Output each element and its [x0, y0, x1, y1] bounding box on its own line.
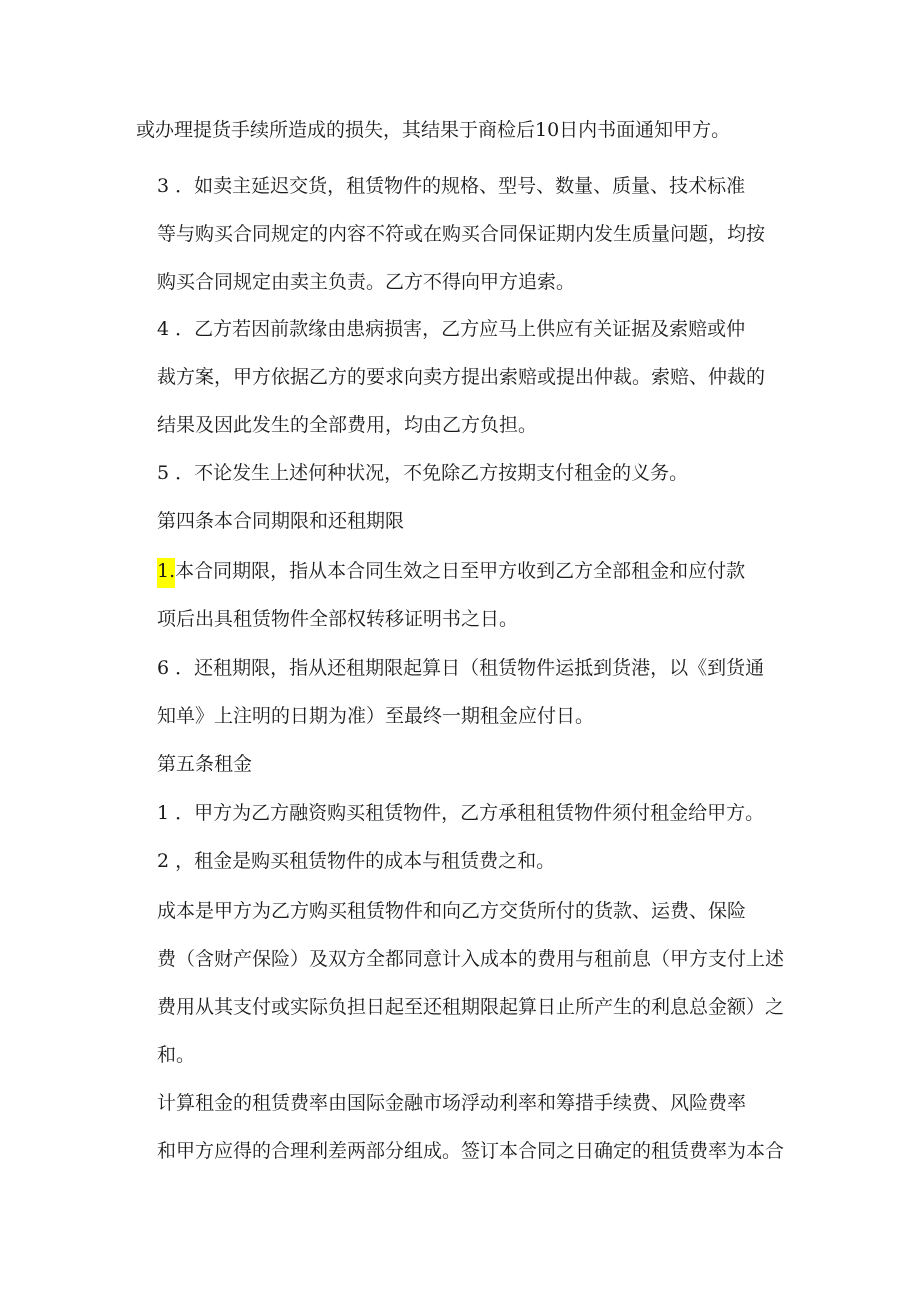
- text-line: 3 ．如卖主延迟交货，租赁物件的规格、型号、数量、质量、技术标准: [157, 175, 746, 197]
- paragraph-item-5-rent-obligation: [136, 449, 792, 497]
- text-line: 购买合同规定由卖主负责。乙方不得向甲方追索。: [157, 271, 576, 293]
- text-line: 费用从其支付或实际负担日起至还租期限起算日止所产生的利息总金额）之: [157, 996, 785, 1018]
- text-line: [136, 547, 792, 595]
- text-line: 和甲方应得的合理利差两部分组成。签订本合同之日确定的租赁费率为本合: [157, 1140, 785, 1162]
- text-line: 知单》上注明的日期为准）至最终一期租金应付日。: [157, 705, 595, 727]
- paragraph-lease-rate: [136, 1079, 792, 1175]
- paragraph-cost-definition: [136, 887, 792, 1079]
- text-line: 项后出具租赁物件全部权转移证明书之日。: [157, 608, 519, 630]
- text-line: 5 ．不论发生上述何种状况，不免除乙方按期支付租金的义务。: [157, 462, 689, 484]
- text-line: 结果及因此发生的全部费用，均由乙方负担。: [157, 414, 538, 436]
- paragraph-loss-notice: [136, 106, 792, 154]
- text-line: 2 ，租金是购买租赁物件的成本与租赁费之和。: [157, 850, 556, 872]
- text-line: 等与购买合同规定的内容不符或在购买合同保证期内发生质量问题，均按: [157, 223, 766, 245]
- paragraph-contract-term: [136, 547, 792, 643]
- highlighted-number: 1.: [157, 558, 175, 588]
- text-line: 1 ．甲方为乙方融资购买租赁物件，乙方承租租赁物件须付租金给甲方。: [157, 802, 765, 824]
- text-line: 费（含财产保险）及双方全都同意计入成本的费用与租前息（甲方支付上述: [157, 948, 785, 970]
- paragraph-rent-item-1: [136, 789, 792, 837]
- text-line: 第五条租金: [157, 753, 253, 775]
- paragraph-rent-item-2: [136, 837, 792, 885]
- paragraph-item-3-delayed-delivery: [136, 162, 792, 306]
- paragraph-item-4-claims: [136, 305, 792, 449]
- text-segment: 本合同期限，指从本合同生效之日至甲方收到乙方全部租金和应付款: [175, 560, 746, 582]
- text-line: 或办理提货手续所造成的损失，其结果于商检后10日内书面通知甲方。: [136, 119, 731, 141]
- text-line: 计算租金的租赁费率由国际金融市场浮动利率和筹措手续费、风险费率: [157, 1092, 747, 1114]
- text-line: 成本是甲方为乙方购买租赁物件和向乙方交货所付的货款、运费、保险: [157, 900, 747, 922]
- text-line: 第四条本合同期限和还租期限: [157, 510, 405, 532]
- text-line: 和。: [157, 1044, 196, 1066]
- heading-article-5: [136, 740, 792, 788]
- paragraph-item-6-rent-period: [136, 644, 792, 740]
- text-line: 6 ．还租期限，指从还租期限起算日（租赁物件运抵到货港，以《到货通: [157, 657, 765, 679]
- heading-article-4: [136, 497, 792, 545]
- text-line: 裁方案，甲方依据乙方的要求向卖方提出索赔或提出仲裁。索赔、仲裁的: [157, 366, 766, 388]
- text-line: 4 ．乙方若因前款缘由患病损害，乙方应马上供应有关证据及索赔或仲: [157, 318, 746, 340]
